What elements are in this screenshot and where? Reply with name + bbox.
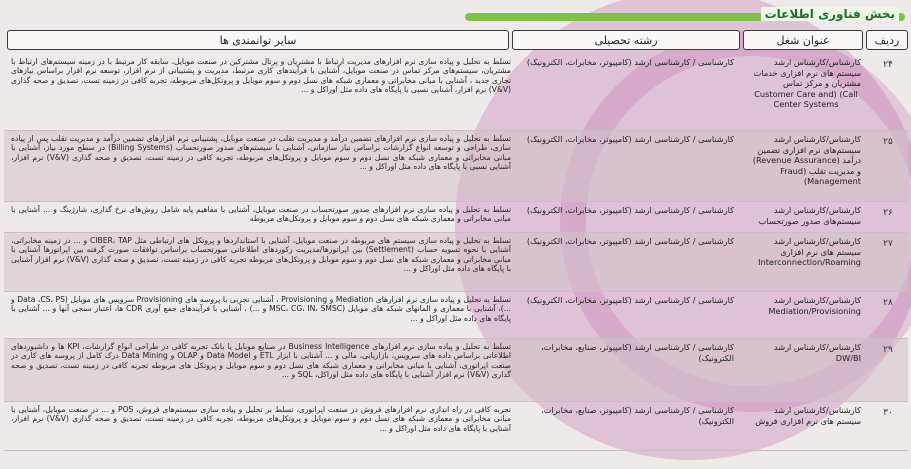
job-title-text: کارشناس/کارشناس ارشد سیستم‌های نرم افزاری تضمین درآمد (Revenue Assurance) و مدیریت تقلب (Fraud Management) [752, 134, 861, 186]
row-job-title [747, 202, 865, 232]
row-skills: تسلط به تحلیل و پیاده سازی سیستم های مربوطه در صنعت موبایل، آشنایی با استانداردها و پروتکل های ارتباطی مثل CIBER، TAP و ... در زمینه مخابراتی، آشنایی با نحوه تسویه حساب (Settlement) بین اپراتورها/مدیریت رکوردهای اطلاعاتی صورتحساب براساس توافقات صورت گرفته بین اپراتورها آشنایی با مبانی مخابراتی و معماری شبکه های نسل دوم و سوم موبایل و پروتکل‌های مربوطه تجربه کافی در زمینه تست، تصدیق و صحه گذاری (V&V) نرم افزار آشنایی با پایگاه های داده مثل اوراکل و ... [11, 236, 512, 274]
row-field-of-study: کارشناسی / کارشناسی ارشد (کامپیوتر، مخابرات، الکترونیک) [526, 134, 734, 144]
job-title-text: کارشناس/کارشناس ارشد سیستم های نرم افزاری Interconnection/Roaming [758, 236, 861, 267]
header-num: ردیف [866, 30, 908, 50]
jobs-table [4, 30, 908, 466]
row-skills: تسلط به تحلیل و پیاده سازی نرم افزارهای مدیریت ارتباط با مشتریان و پرتال مشترکین در صنعت موبایل، سابقه کار مرتبط با در زمینه سیستم‌های ارتباط با مشتریان، سیستم‌های مرکز تماس در صنعت موبایل، آشنایی با فرآیندهای کاری مرتبط، مدیریت و پشتیبانی از نرم افزار، توسعه نرم افزار براساس نیازهای تجاری جدید ، آشنایی با مبانی مخابراتی و معماری شبکه های نسل دوم و سوم موبایل و پروتکل‌های مربوطه، تجربه کافی در زمینه تست، تصدیق و صحه گذاری (V&V) نرم افزار، آشنایی نسبی با پایگاه های داده مثل اوراکل و ... [11, 57, 511, 95]
section-header [465, 5, 907, 31]
row-field-of-study: کارشناسی / کارشناسی ارشد (کامپیوتر، صنایع، مخابرات، الکترونیک) [541, 405, 734, 426]
row-field-of-study: کارشناسی / کارشناسی ارشد (کامپیوتر، مخابرات، الکترونیک) [526, 57, 734, 67]
header-skills: سایر توانمندی ها [7, 30, 509, 50]
row-skills: تسلط به تحلیل و پیاده سازی نرم افزارهای تضمین درآمد و مدیریت تقلب در صنعت موبایل، پشتیبانی نرم افزارهای تضمین درآمد و مدیریت تقلب پس از پیاده سازی، طراحی و توسعه انواع گزارشات براساس نیاز سازمانی، آشنایی با سیستم‌های صدور صورتحساب (Billing Systems) در سطح مورد نیاز، آشنایی با مبانی مخابراتی و معماری شبکه های نسل دوم و سوم موبایل و پروتکل‌های مربوطه، تجربه کافی در زمینه تست، تصدیق و صحه گذاری (V&V) نرم افزار، آشنایی نسبی با پایگاه های داده مثل اوراکل و ... [11, 134, 512, 172]
row-number: ۲۴ [883, 60, 893, 70]
job-title-text: کارشناس/کارشناس ارشد Mediation/Provisioning [768, 295, 861, 316]
row-number: ۳۰ [883, 408, 893, 418]
table-row [4, 402, 908, 451]
row-number: ۲۶ [883, 208, 893, 218]
row-job-title [747, 131, 865, 201]
row-field-of-study: کارشناسی / کارشناسی ارشد (کامپیوتر، مخابرات، الکترونیک) [526, 236, 734, 246]
job-title-english: Customer Care and) (Call Center Systems [754, 88, 858, 109]
row-field-of-study: کارشناسی / کارشناسی ارشد (کامپیوتر، صنایع، مخابرات، الکترونیک) [541, 342, 734, 363]
job-title-text: کارشناس/کارشناس ارشد سیستم های نرم افزاری فروش [755, 405, 861, 426]
table-header [4, 30, 908, 50]
row-number: ۲۷ [883, 239, 893, 249]
row-skills: تسلط به تحلیل و پیاده سازی نرم افزارهای Mediation و Provisioning ، آشنایی تجربی با پروسه های Provisioning سرویس های موبایل (Data ،CS، PS و ...)، آشنایی با معماری و المانهای شبکه های موبایل (MSC، CG، IN، SMSC و ...) ، آشنایی با فرآیندهای جمع آوری CDR ها، اعتبار سنجی آنها و ... آشنایی با پایگاه های داده مثل اوراکل و ... [11, 295, 512, 323]
row-skills: تسلط به تحلیل و پیاده سازی نرم افزارهای Business Intelligence در صنایع موبایل یا بانک تجربه کافی در طراحی انواع گزارشات، KPI ها و داشبوردهای اطلاعاتی براساس داده های سرویس، بازاریابی، مالی و ... آشنایی با ابزار ETL و Data Model و OLAP و Data Mining درک کامل از پروسه های کاری در صنعت اپراتوری، آشنایی با مبانی مخابراتی و معماری شبکه های نسل دوم و سوم موبایل و پروتکل های مربوطه تجربه کافی در زمینه تست، تصدیق و صحه گذاری (V&V) نرم افزار آشنایی با پایگاه های داده مثل اوراکل، SQL و ... [11, 342, 511, 380]
table-row [4, 233, 908, 292]
row-number: ۲۸ [883, 298, 893, 308]
row-job-title [747, 402, 865, 450]
table-row [4, 54, 908, 131]
header-title: عنوان شغل [743, 30, 863, 50]
job-title-text: کارشناس/کارشناس ارشد سیستم های نرم افزاری خدمات مشتریان و مرکز تماس [753, 57, 861, 88]
job-title-text: کارشناس/کارشناس ارشد سیستم‌های صدور صورتحساب [758, 205, 861, 226]
row-job-title [747, 54, 865, 130]
row-skills: تسلط به تحلیل و پیاده سازی نرم افزارهای صدور صورتحساب در صنعت موبایل، آشنایی با مفاهیم پایه شامل روش‌های نرخ گذاری، شارژینگ و ... آشنایی با مبانی مخابراتی و معماری شبکه های نسل دوم و سوم موبایل و پروتکل‌های مربوطه [11, 205, 511, 224]
row-field-of-study: کارشناسی / کارشناسی ارشد (کامپیوتر، مخابرات، الکترونیک) [526, 205, 734, 215]
job-title-text: کارشناس/کارشناس ارشد DW/BI [773, 342, 861, 363]
row-job-title [747, 233, 865, 291]
row-field-of-study: کارشناسی / کارشناسی ارشد (کامپیوتر، مخابرات، الکترونیک) [526, 295, 734, 305]
table-body [4, 54, 908, 451]
table-row [4, 202, 908, 233]
row-number: ۲۵ [883, 137, 893, 147]
row-number: ۲۹ [883, 345, 893, 355]
row-job-title [747, 339, 865, 401]
row-skills: تجربه کافی در راه اندازی نرم افزارهای فروش در صنعت اپراتوری، تسلط بر تحلیل و پیاده سازی سیستم‌های فروش، POS و ... در صنعت موبایل، آشنایی با مبانی مخابراتی و معماری شبکه های نسل دوم و سوم موبایل و پروتکل‌های مربوطه، تجربه کافی در زمینه تست، تصدیق و صحه گذاری (V&V) نرم افزار، آشنایی با پایگاه های داده مثل اوراکل و ... [11, 405, 512, 433]
header-field: رشته تحصیلی [512, 30, 740, 50]
table-row [4, 292, 908, 339]
table-row [4, 131, 908, 202]
section-title: بخش فناوری اطلاعات [761, 7, 899, 21]
row-job-title [747, 292, 865, 338]
table-row [4, 339, 908, 402]
